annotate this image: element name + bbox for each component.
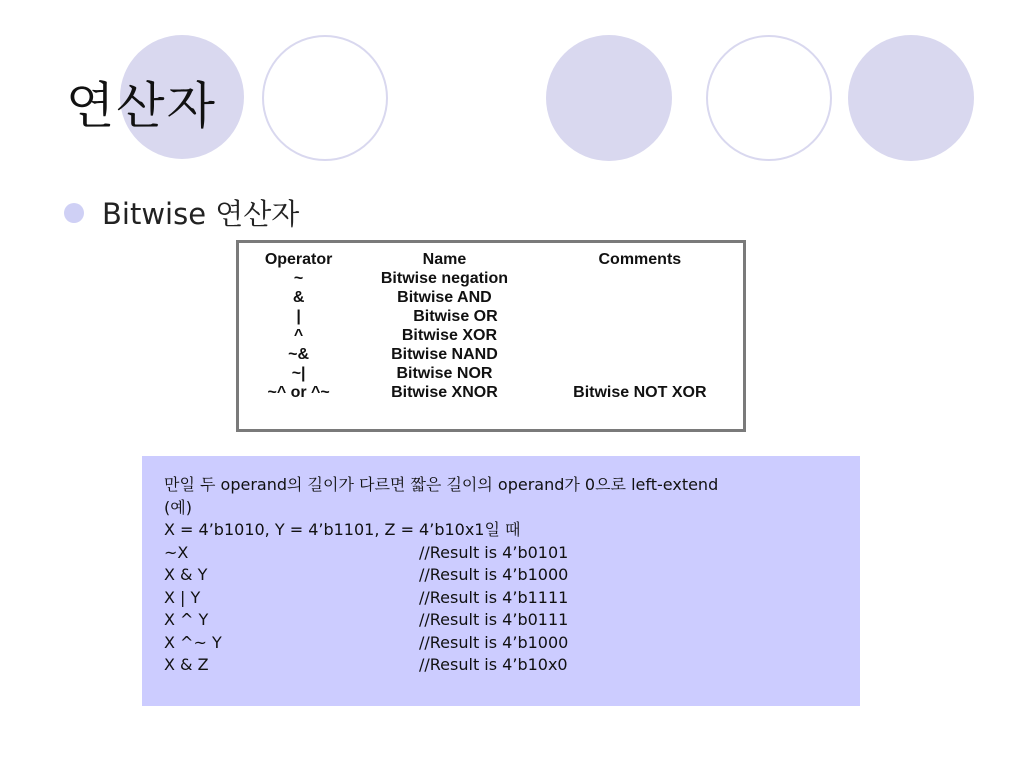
code-result: //Result is 4’b1000: [419, 565, 569, 584]
table-row: [245, 307, 743, 326]
table-row: [245, 269, 743, 288]
table-header-row: [245, 250, 743, 269]
code-result: //Result is 4’b0101: [419, 542, 569, 562]
slide-title: 연산자: [66, 77, 217, 135]
operator-table: [245, 250, 743, 402]
code-expression: X ^ Y: [164, 610, 209, 629]
decorative-circle-5: [848, 35, 974, 161]
table-row: [245, 288, 743, 307]
code-example-line: [164, 587, 860, 610]
decorative-circle-4: [706, 35, 832, 161]
code-expression: X & Y: [164, 565, 208, 584]
cell-operator: ~&: [288, 346, 310, 363]
cell-comment: [537, 269, 743, 288]
decorative-circle-3: [546, 35, 672, 161]
code-result: //Result is 4’b1000: [419, 632, 569, 652]
code-intro-line: X = 4’b1010, Y = 4’b1101, Z = 4’b10x1일 때: [164, 520, 521, 539]
cell-name: Bitwise XNOR: [391, 384, 498, 401]
cell-name: Bitwise XOR: [401, 327, 498, 344]
example-code-box: [142, 456, 860, 706]
code-result: //Result is 4’b0111: [419, 610, 569, 629]
bullet-text: Bitwise 연산자: [102, 197, 300, 231]
bullet-dot-icon: [64, 203, 84, 223]
cell-comment: [537, 345, 743, 364]
cell-operator: |: [296, 308, 301, 325]
code-expression: X ^~ Y: [164, 632, 222, 652]
code-expression: X | Y: [164, 587, 201, 607]
code-expression: X & Z: [164, 655, 209, 674]
header-operator: Operator: [264, 251, 333, 268]
cell-operator: ~^ or ^~: [267, 384, 330, 401]
cell-comment: [537, 307, 743, 326]
code-example-line: [164, 564, 860, 587]
table-row: [245, 364, 743, 383]
code-example-line: [164, 632, 860, 655]
operator-table-box: [236, 240, 746, 432]
code-intro-line: 만일 두 operand의 길이가 다르면 짧은 길이의 operand가 0으로 left-extend: [164, 475, 719, 494]
decorative-circle-2: [262, 35, 388, 161]
cell-name: Bitwise NOR: [396, 365, 493, 382]
cell-operator: &: [292, 289, 305, 306]
code-example-line: [164, 542, 860, 565]
cell-comment: Bitwise NOT XOR: [573, 384, 707, 401]
header-comments: Comments: [598, 251, 682, 268]
cell-operator: ^: [293, 327, 304, 344]
code-example-line: [164, 654, 860, 677]
code-expression: ~X: [164, 542, 189, 562]
cell-name: Bitwise OR: [413, 308, 498, 325]
code-result: //Result is 4’b1111: [419, 587, 569, 607]
header-name: Name: [422, 251, 467, 268]
table-row: [245, 326, 743, 345]
bullet-item: [64, 192, 299, 233]
cell-comment: [537, 288, 743, 307]
code-example-line: [164, 609, 860, 632]
cell-name: Bitwise AND: [397, 289, 492, 306]
cell-operator: ~|: [291, 365, 306, 382]
cell-name: Bitwise NAND: [391, 346, 498, 363]
table-row: [245, 383, 743, 402]
code-result: //Result is 4’b10x0: [419, 655, 568, 674]
cell-operator: ~: [293, 270, 304, 287]
code-intro-line: (예): [164, 497, 192, 517]
cell-name: Bitwise negation: [380, 270, 508, 287]
cell-comment: [537, 326, 743, 345]
cell-comment: [537, 364, 743, 383]
table-row: [245, 345, 743, 364]
